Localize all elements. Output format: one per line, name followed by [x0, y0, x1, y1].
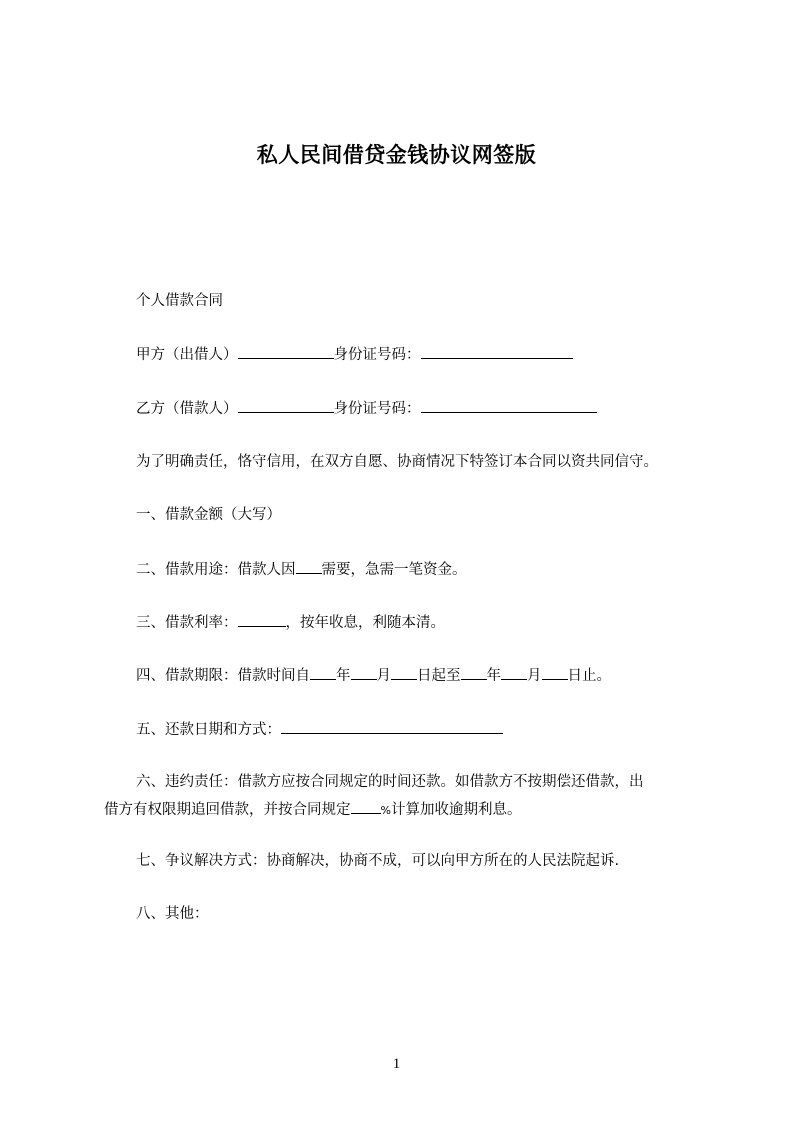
clause-6-text-a: 借方有权限期追回借款，并按合同规定 [104, 802, 351, 818]
party-b-id-label: 身份证号码： [333, 401, 421, 417]
party-a-name-blank[interactable] [238, 343, 334, 359]
clause-6-line-1: 六、违约责任：借款方应按合同规定的时间还款。如借款方不按期偿还借款，出 [136, 774, 644, 790]
purpose-blank[interactable] [296, 558, 322, 574]
intro-paragraph: 为了明确责任，恪守信用，在双方自愿、协商情况下特签订本合同以资共同信守。 [136, 454, 658, 470]
party-b-line [136, 397, 597, 420]
end-year-blank[interactable] [461, 664, 487, 680]
party-b-name-blank[interactable] [238, 397, 334, 413]
party-a-id-label: 身份证号码： [333, 347, 421, 363]
clause-2-purpose [136, 558, 467, 581]
party-b-id-blank[interactable] [421, 397, 597, 413]
clause-4-year-1: 年 [336, 668, 351, 684]
clause-3-rate [136, 611, 445, 634]
party-b-label: 乙方（借款人） [136, 401, 238, 417]
contract-heading: 个人借款合同 [136, 293, 223, 309]
party-a-label: 甲方（出借人） [136, 347, 238, 363]
clause-4-text-a: 四、借款期限：借款时间自 [136, 668, 310, 684]
clause-4-year-2: 年 [486, 668, 501, 684]
repayment-blank[interactable] [281, 718, 503, 734]
clause-5-text: 五、还款日期和方式： [136, 722, 281, 738]
clause-4-month-1: 月 [376, 668, 391, 684]
clause-3-text-a: 三、借款利率： [136, 615, 238, 631]
clause-4-end: 日止。 [567, 668, 611, 684]
clause-2-text-b: 需要，急需一笔资金。 [321, 562, 467, 578]
clause-4-term [136, 664, 611, 687]
clause-3-text-b: ，按年收息，利随本清。 [285, 615, 445, 631]
clause-8-other: 八、其他： [136, 906, 209, 922]
clause-6-text-b: 计算加收逾期利息。 [390, 802, 522, 818]
start-year-blank[interactable] [310, 664, 336, 680]
clause-6-liability [104, 768, 704, 825]
document-title: 私人民间借贷金钱协议网签版 [256, 143, 537, 167]
end-day-blank[interactable] [542, 664, 568, 680]
percent-sign: % [380, 804, 391, 817]
party-a-id-blank[interactable] [421, 343, 573, 359]
clause-1-amount: 一、借款金额（大写） [136, 507, 281, 523]
end-month-blank[interactable] [501, 664, 527, 680]
page-number: 1 [392, 1056, 401, 1072]
clause-7-dispute: 七、争议解决方式：协商解决，协商不成，可以向甲方所在的人民法院起诉. [136, 853, 620, 869]
rate-blank[interactable] [238, 611, 286, 627]
party-a-line [136, 343, 573, 366]
clause-5-repayment [136, 718, 503, 741]
penalty-rate-blank[interactable] [351, 798, 381, 814]
clause-2-text-a: 二、借款用途：借款人因 [136, 562, 296, 578]
start-month-blank[interactable] [351, 664, 377, 680]
clause-4-mid: 日起至 [417, 668, 461, 684]
start-day-blank[interactable] [391, 664, 417, 680]
clause-4-month-2: 月 [527, 668, 542, 684]
clause-6-line-2 [104, 796, 704, 825]
